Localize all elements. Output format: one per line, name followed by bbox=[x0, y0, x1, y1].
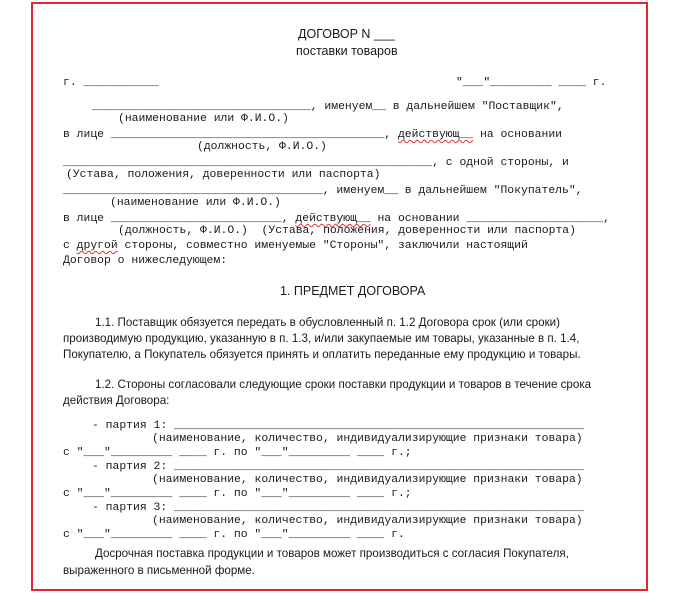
clause-1-1-line-2: производимую продукцию, указанную в п. 1.3, и/или закупаемые им товары, указанные в п. 1.4, bbox=[63, 332, 580, 345]
section-heading: 1. ПРЕДМЕТ ДОГОВОРА bbox=[280, 284, 426, 298]
clause-1-2-line-1: 1.2. Стороны согласовали следующие сроки поставки продукции и товаров в течение срока bbox=[95, 378, 592, 391]
acting-word: действующ__ bbox=[397, 129, 474, 141]
clause-1-1-line-1: 1.1. Поставщик обязуется передать в обусловленный п. 1.2 Договора срок (или сроки) bbox=[95, 316, 560, 329]
batch-2-line: - партия 2: ____________________________________________________________ bbox=[92, 461, 585, 473]
buyer-caption: (наименование или Ф.И.О.) bbox=[110, 197, 281, 209]
supplier-representative-caption: (должность, Ф.И.О.) bbox=[197, 141, 327, 153]
closing-line-1: Досрочная поставка продукции и товаров может производиться с согласия Покупателя, bbox=[95, 547, 569, 560]
agreement-line: Договор о нижеследующем: bbox=[63, 255, 228, 267]
supplier-line: ________________________________, именуем__ в дальнейшем "Поставщик", bbox=[92, 101, 564, 113]
representative-prefix: в лице ________________________________________, bbox=[63, 129, 398, 141]
closing-line-2: выраженного в письменной форме. bbox=[63, 564, 255, 577]
buyer-acting-word: действующ__ bbox=[295, 213, 371, 225]
parties-line bbox=[63, 241, 528, 252]
batch-3-dates: с "___"_________ ____ г. по "___"_________ ____ г. bbox=[63, 529, 405, 541]
date-line: "___"_________ ____ г. bbox=[456, 77, 607, 89]
clause-1-2-line-2: действия Договора: bbox=[63, 394, 170, 407]
batch-1-dates: с "___"_________ ____ г. по "___"_________ ____ г.; bbox=[63, 447, 412, 459]
basis-suffix: на основании bbox=[473, 129, 563, 141]
city-line: г. ___________ bbox=[63, 77, 159, 89]
clause-1-1-line-3: Покупателю, а Покупатель обязуется принять и оплатить переданные ему продукцию и товары. bbox=[63, 348, 581, 361]
supplier-caption: (наименование или Ф.И.О.) bbox=[118, 113, 289, 125]
batch-2-dates: с "___"_________ ____ г. по "___"_________ ____ г.; bbox=[63, 488, 412, 500]
batch-3-caption: (наименование, количество, индивидуализирующие признаки товара) bbox=[152, 515, 583, 527]
other-word: другой bbox=[76, 240, 118, 252]
batch-1-line: - партия 1: ____________________________________________________________ bbox=[92, 420, 585, 432]
parties-suffix: стороны, совместно именуемые "Стороны", заключили настоящий bbox=[117, 240, 528, 252]
buyer-representative-prefix: в лице _________________________, bbox=[63, 213, 296, 225]
supplier-basis-line: ______________________________________________________, с одной стороны, и bbox=[63, 157, 569, 169]
buyer-line: ______________________________________, именуем__ в дальнейшем "Покупатель", bbox=[63, 185, 583, 197]
buyer-representative-line bbox=[63, 214, 610, 225]
batch-3-line: - партия 3: ____________________________________________________________ bbox=[92, 502, 585, 514]
supplier-basis-caption: (Устава, положения, доверенности или паспорта) bbox=[66, 169, 381, 181]
supplier-representative-line bbox=[63, 130, 562, 141]
buyer-basis-suffix: на основании ____________________, bbox=[370, 213, 610, 225]
buyer-representative-caption: (должность, Ф.И.О.) (Устава, положения, доверенности или паспорта) bbox=[118, 225, 576, 237]
document-subtitle: поставки товаров bbox=[296, 44, 398, 58]
document-title: ДОГОВОР N ___ bbox=[298, 27, 395, 41]
batch-2-caption: (наименование, количество, индивидуализирующие признаки товара) bbox=[152, 474, 583, 486]
batch-1-caption: (наименование, количество, индивидуализирующие признаки товара) bbox=[152, 433, 583, 445]
parties-prefix: с bbox=[63, 240, 77, 252]
